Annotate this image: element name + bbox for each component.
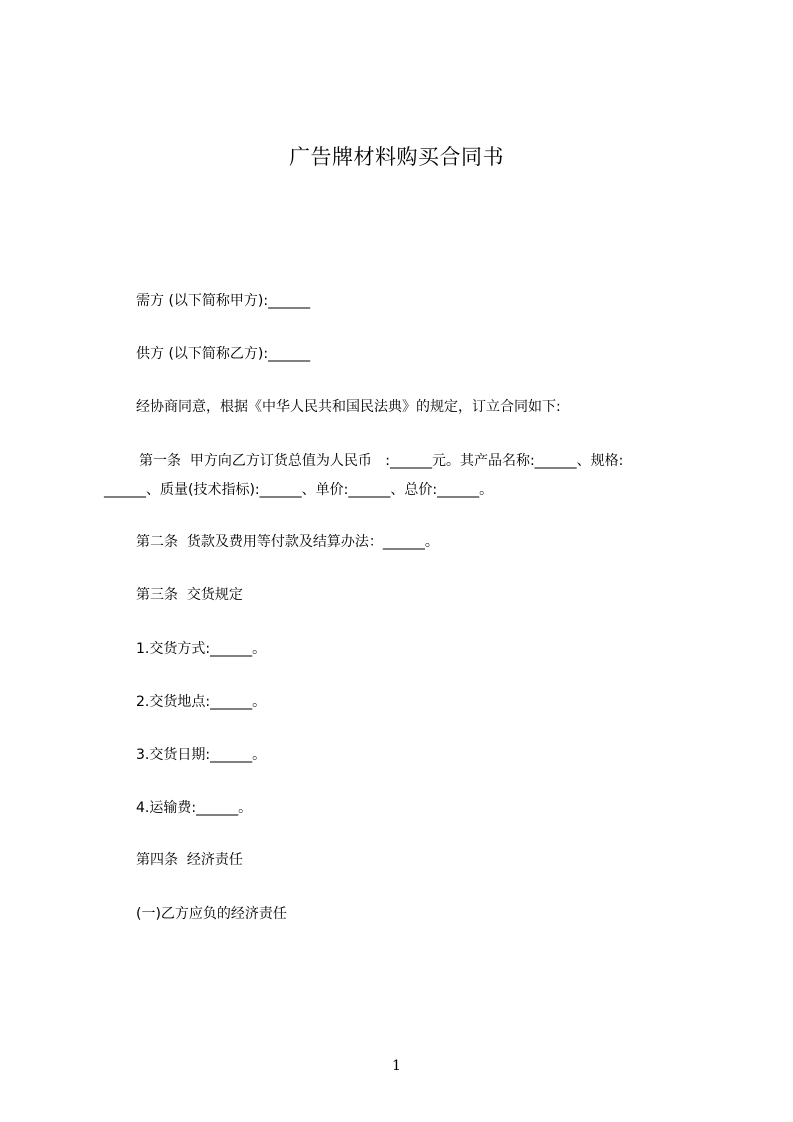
- article-4-heading: 第四条 经济责任: [136, 852, 243, 868]
- article-4-subsection-1: (一)乙方应负的经济责任: [136, 906, 287, 922]
- page-number: 1: [392, 1058, 401, 1074]
- delivery-date: 3.交货日期:______。: [136, 747, 267, 763]
- article-1-line-2: ______、质量(技术指标):______、单价:______、总价:______。: [104, 482, 494, 498]
- party-a-line: 需方 (以下简称甲方):______: [136, 293, 311, 309]
- article-1-line-1: 第一条 甲方向乙方订货总值为人民币 :______元。其产品名称:______、规格:: [139, 453, 624, 469]
- delivery-method: 1.交货方式:______。: [136, 641, 267, 657]
- article-2: 第二条 货款及费用等付款及结算办法：______。: [136, 534, 439, 550]
- delivery-place: 2.交货地点:______。: [136, 694, 267, 710]
- document-title: 广告牌材料购买合同书: [289, 145, 504, 169]
- party-b-line: 供方 (以下简称乙方):______: [136, 346, 311, 362]
- article-3-heading: 第三条 交货规定: [136, 587, 243, 603]
- shipping-fee: 4.运输费:______。: [136, 800, 253, 816]
- contract-intro: 经协商同意，根据《中华人民共和国民法典》的规定，订立合同如下:: [136, 399, 561, 415]
